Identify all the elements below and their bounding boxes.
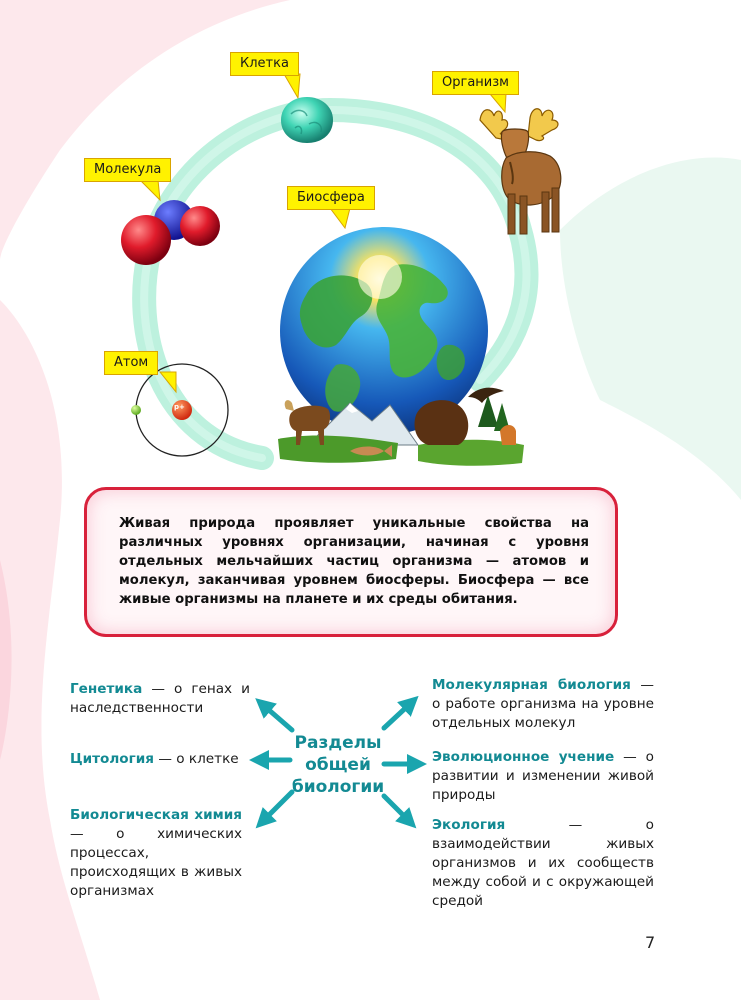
label-molecule: Молекула [84, 158, 171, 182]
label-cell: Клетка [230, 52, 299, 76]
section-genetics-term: Генетика [70, 681, 143, 697]
section-molbio-term: Молекулярная биология [432, 677, 631, 693]
section-biochem-desc: — о химических процессах, происходящих в живых организмах [70, 826, 242, 899]
arrow-icon-ecology [384, 796, 410, 822]
section-genetics [70, 680, 250, 718]
center-title-line3: биологии [291, 777, 385, 797]
section-cytology-term: Цитология [70, 751, 155, 767]
arrow-icon-biochem [262, 792, 292, 822]
center-title-line2: общей [305, 755, 371, 775]
label-biosphere: Биосфера [287, 186, 375, 210]
section-biochem [70, 806, 242, 901]
section-ecology [432, 816, 654, 911]
center-title-line1: Разделы [294, 733, 382, 753]
page-number: 7 [645, 933, 656, 952]
section-ecology-term: Экология [432, 817, 506, 833]
section-molbio-desc: — о работе организма на уровне отдельных молекул [432, 677, 654, 731]
section-ecology-desc: — о взаимодействии живых организмов и их сообществ между собой и с окружающей средой [432, 817, 654, 909]
info-text: Живая природа проявляет уникальные свойства на различных уровнях организации, начиная с уровня отдельных мельчайших частиц организма — атомов и молекул, заканчивая уровнем биосферы. Биосфера — все живые организмы на планете и их среды обитания. [119, 516, 589, 607]
section-evolution-desc: — о развитии и изменении живой природы [432, 749, 654, 803]
section-evolution [432, 748, 654, 805]
arrow-icon-genetics [262, 704, 292, 730]
section-cytology-desc: — о клетке [154, 751, 239, 767]
section-cytology [70, 750, 250, 769]
proton-label: p+ [174, 403, 185, 411]
section-biochem-term: Биологическая химия [70, 807, 242, 823]
section-genetics-desc: — о генах и наследственности [70, 681, 250, 716]
label-atom: Атом [104, 351, 158, 375]
section-evolution-term: Эволюционное учение [432, 749, 615, 765]
section-molbio [432, 676, 654, 733]
label-organism: Организм [432, 71, 519, 95]
arrow-icon-molbio [384, 702, 412, 728]
